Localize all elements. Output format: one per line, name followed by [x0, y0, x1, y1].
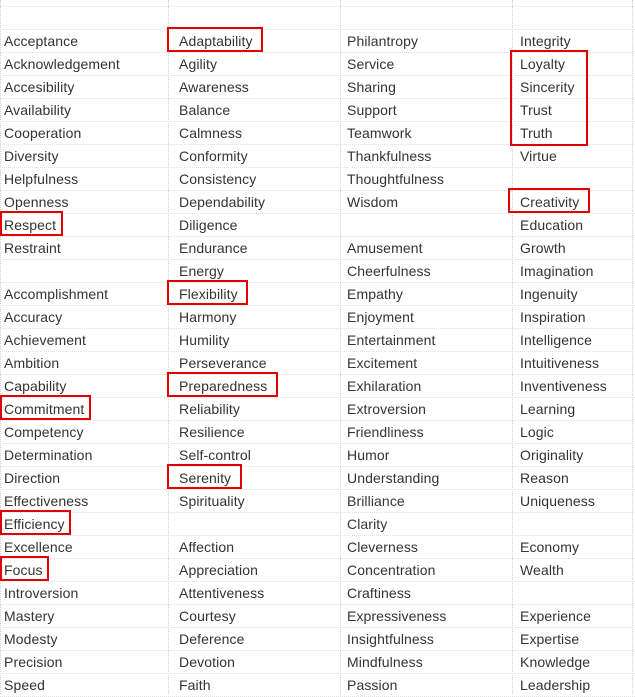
spreadsheet-cell[interactable]: Excellence [4, 539, 73, 555]
spreadsheet-cell[interactable]: Respect [4, 217, 57, 233]
spreadsheet-cell[interactable]: Experience [520, 608, 592, 624]
spreadsheet-cell[interactable]: Insightfulness [347, 631, 435, 647]
spreadsheet-cell[interactable]: Logic [520, 424, 554, 440]
highlight-box [0, 395, 91, 420]
spreadsheet-cell[interactable]: Education [520, 217, 584, 233]
spreadsheet-cell[interactable]: Precision [4, 654, 63, 670]
highlight-box [508, 188, 590, 213]
spreadsheet-cell[interactable]: Consistency [179, 171, 257, 187]
spreadsheet-cell[interactable]: Modesty [4, 631, 58, 647]
highlight-box [167, 280, 248, 305]
highlight-box [167, 464, 242, 489]
spreadsheet-cell[interactable]: Enjoyment [347, 309, 415, 325]
spreadsheet-cell[interactable]: Determination [4, 447, 93, 463]
spreadsheet-cell[interactable]: Self-control [179, 447, 252, 463]
spreadsheet-cell[interactable]: Adaptability [179, 33, 253, 49]
highlight-box [0, 211, 63, 236]
spreadsheet-cell[interactable]: Truth [520, 125, 553, 141]
spreadsheet-cell[interactable]: Commitment [4, 401, 85, 417]
spreadsheet-cell[interactable]: Cheerfulness [347, 263, 431, 279]
spreadsheet-cell[interactable]: Exhilaration [347, 378, 422, 394]
spreadsheet-cell[interactable]: Creativity [520, 194, 580, 210]
spreadsheet-cell[interactable]: Service [347, 56, 395, 72]
highlight-box [167, 372, 278, 397]
spreadsheet-cell[interactable]: Loyalty [520, 56, 566, 72]
spreadsheet-cell[interactable]: Reason [520, 470, 569, 486]
spreadsheet-cell[interactable]: Trust [520, 102, 552, 118]
spreadsheet-cell[interactable]: Cooperation [4, 125, 82, 141]
spreadsheet-cell[interactable]: Acceptance [4, 33, 79, 49]
spreadsheet-cell[interactable]: Openness [4, 194, 69, 210]
spreadsheet-cell[interactable]: Accomplishment [4, 286, 109, 302]
spreadsheet-cell[interactable]: Deference [179, 631, 245, 647]
spreadsheet-cell[interactable]: Wealth [520, 562, 564, 578]
spreadsheet-cell[interactable]: Ingenuity [520, 286, 578, 302]
spreadsheet-cell[interactable]: Craftiness [347, 585, 412, 601]
spreadsheet-cell[interactable]: Understanding [347, 470, 440, 486]
spreadsheet-cell[interactable]: Attentiveness [179, 585, 265, 601]
spreadsheet-cell[interactable]: Affection [179, 539, 235, 555]
spreadsheet-cell[interactable]: Leadership [520, 677, 591, 693]
spreadsheet-cell[interactable]: Extroversion [347, 401, 427, 417]
spreadsheet-cell[interactable]: Economy [520, 539, 580, 555]
spreadsheet-cell[interactable]: Brilliance [347, 493, 405, 509]
spreadsheet-cell[interactable]: Imagination [520, 263, 594, 279]
spreadsheet-cell[interactable]: Calmness [179, 125, 243, 141]
spreadsheet-cell[interactable]: Achievement [4, 332, 87, 348]
spreadsheet-cell[interactable]: Concentration [347, 562, 436, 578]
spreadsheet-cell[interactable]: Wisdom [347, 194, 399, 210]
spreadsheet-cell[interactable]: Sincerity [520, 79, 575, 95]
spreadsheet-cell[interactable]: Spirituality [179, 493, 245, 509]
highlight-box [0, 510, 71, 535]
spreadsheet-cell[interactable]: Awareness [179, 79, 249, 95]
highlight-box [0, 556, 49, 581]
spreadsheet-cell[interactable]: Harmony [179, 309, 237, 325]
spreadsheet-cell[interactable]: Appreciation [179, 562, 259, 578]
spreadsheet-cell[interactable]: Efficiency [4, 516, 65, 532]
spreadsheet-cell[interactable]: Humor [347, 447, 390, 463]
spreadsheet-cell[interactable]: Effectiveness [4, 493, 89, 509]
column-gridline [0, 0, 1, 694]
spreadsheet-cell[interactable]: Entertainment [347, 332, 436, 348]
spreadsheet-cell[interactable]: Perseverance [179, 355, 267, 371]
spreadsheet-cell[interactable]: Availability [4, 102, 72, 118]
spreadsheet-cell[interactable]: Speed [4, 677, 45, 693]
spreadsheet-cell[interactable]: Serenity [179, 470, 232, 486]
spreadsheet-cell[interactable]: Thoughtfulness [347, 171, 445, 187]
spreadsheet-cell[interactable]: Competency [4, 424, 84, 440]
spreadsheet-cell[interactable]: Intelligence [520, 332, 593, 348]
spreadsheet-cell[interactable]: Mastery [4, 608, 55, 624]
spreadsheet-cell[interactable]: Cleverness [347, 539, 419, 555]
spreadsheet-cell[interactable]: Dependability [179, 194, 266, 210]
spreadsheet-cell[interactable]: Courtesy [179, 608, 236, 624]
spreadsheet-cell[interactable]: Faith [179, 677, 211, 693]
column-gridline [632, 0, 633, 694]
spreadsheet-cell[interactable]: Sharing [347, 79, 396, 95]
spreadsheet-cell[interactable]: Thankfulness [347, 148, 432, 164]
spreadsheet-cell[interactable]: Helpfulness [4, 171, 79, 187]
spreadsheet-cell[interactable]: Accuracy [4, 309, 63, 325]
spreadsheet-cell[interactable]: Excitement [347, 355, 418, 371]
highlight-group-box [510, 50, 588, 146]
spreadsheet-cell[interactable]: Ambition [4, 355, 60, 371]
spreadsheet-cell[interactable]: Capability [4, 378, 67, 394]
spreadsheet-cell[interactable]: Empathy [347, 286, 403, 302]
spreadsheet-cell[interactable]: Endurance [179, 240, 248, 256]
column-gridline [340, 0, 341, 694]
spreadsheet-cell[interactable]: Agility [179, 56, 218, 72]
spreadsheet-cell[interactable]: Philantropy [347, 33, 419, 49]
spreadsheet-cell[interactable]: Balance [179, 102, 231, 118]
column-gridline [168, 0, 169, 694]
spreadsheet-cell[interactable]: Humility [179, 332, 230, 348]
spreadsheet-cell[interactable]: Restraint [4, 240, 61, 256]
spreadsheet-cell[interactable]: Knowledge [520, 654, 591, 670]
spreadsheet-cell[interactable]: Growth [520, 240, 566, 256]
spreadsheet-cell[interactable]: Expressiveness [347, 608, 447, 624]
spreadsheet-cell[interactable]: Uniqueness [520, 493, 595, 509]
spreadsheet-cell[interactable]: Learning [520, 401, 576, 417]
spreadsheet-cell[interactable]: Conformity [179, 148, 248, 164]
spreadsheet-cell[interactable]: Devotion [179, 654, 236, 670]
highlight-box [167, 27, 263, 52]
spreadsheet-cell[interactable]: Mindfulness [347, 654, 423, 670]
spreadsheet-cell[interactable]: Originality [520, 447, 584, 463]
spreadsheet-cell[interactable]: Teamwork [347, 125, 412, 141]
row-gridline [0, 6, 635, 7]
spreadsheet-cell[interactable]: Amusement [347, 240, 423, 256]
spreadsheet-cell[interactable]: Introversion [4, 585, 79, 601]
spreadsheet-cell[interactable]: Flexibility [179, 286, 238, 302]
spreadsheet-cell[interactable]: Direction [4, 470, 61, 486]
spreadsheet-cell[interactable]: Focus [4, 562, 43, 578]
spreadsheet-cell[interactable]: Inventiveness [520, 378, 607, 394]
spreadsheet-cell[interactable]: Clarity [347, 516, 388, 532]
spreadsheet-cell[interactable]: Inspiration [520, 309, 586, 325]
spreadsheet-cell[interactable]: Expertise [520, 631, 580, 647]
spreadsheet-cell[interactable]: Intuitiveness [520, 355, 600, 371]
spreadsheet-cell[interactable]: Diversity [4, 148, 59, 164]
spreadsheet-cell[interactable]: Support [347, 102, 397, 118]
spreadsheet-cell[interactable]: Reliability [179, 401, 241, 417]
spreadsheet-cell[interactable]: Acknowledgement [4, 56, 120, 72]
spreadsheet-cell[interactable]: Friendliness [347, 424, 424, 440]
spreadsheet-cell[interactable]: Accesibility [4, 79, 75, 95]
spreadsheet-cell[interactable]: Virtue [520, 148, 557, 164]
spreadsheet-cell[interactable]: Energy [179, 263, 224, 279]
spreadsheet-cell[interactable]: Passion [347, 677, 398, 693]
spreadsheet-cell[interactable]: Integrity [520, 33, 571, 49]
spreadsheet-cell[interactable]: Diligence [179, 217, 238, 233]
spreadsheet-cell[interactable]: Resilience [179, 424, 245, 440]
spreadsheet-cell[interactable]: Preparedness [179, 378, 268, 394]
